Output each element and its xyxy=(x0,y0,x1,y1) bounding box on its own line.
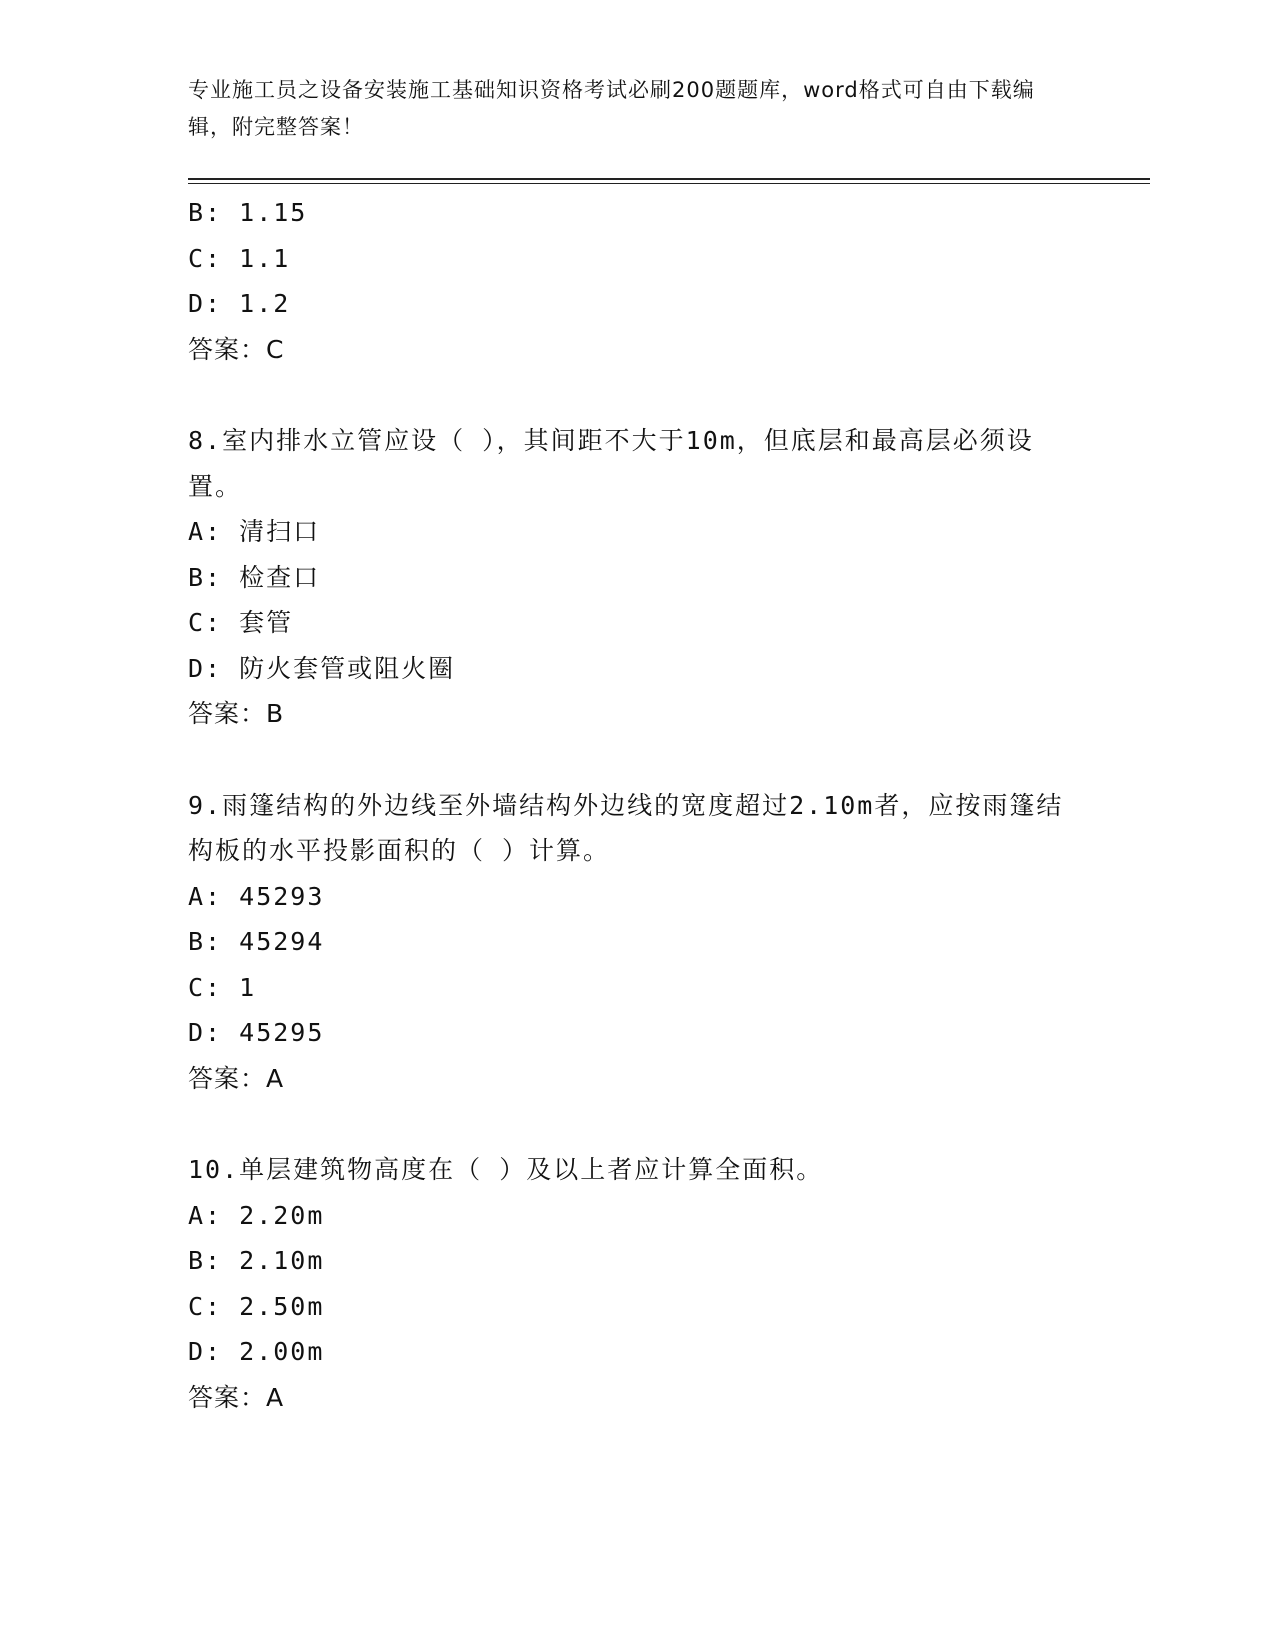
option-c: C: 1.1 xyxy=(188,243,291,273)
header-divider xyxy=(188,178,1150,184)
question-text: 8.室内排水立管应设（ ），其间距不大于10m，但底层和最高层必须设置。 xyxy=(188,426,1034,501)
page-header: 专业施工员之设备安装施工基础知识资格考试必刷200题题库，word格式可自由下载编辑，附完整答案！ xyxy=(188,78,1035,139)
option-c: C: 2.50m xyxy=(188,1291,325,1321)
question-list xyxy=(188,190,1088,1420)
answer: 答案：B xyxy=(188,699,285,728)
question-8 xyxy=(188,418,1088,737)
spacer xyxy=(188,737,1088,783)
option-b: B: 1.15 xyxy=(188,198,308,227)
option-d: D: 防火套管或阻火圈 xyxy=(188,653,456,683)
option-a: A: 45293 xyxy=(188,881,325,911)
option-c: C: 1 xyxy=(188,972,257,1002)
answer: 答案：A xyxy=(188,1382,285,1412)
option-d: D: 2.00m xyxy=(188,1337,325,1366)
question-7-tail xyxy=(188,190,1088,372)
option-d: D: 45295 xyxy=(188,1018,325,1047)
question-text: 10.单层建筑物高度在（ ）及以上者应计算全面积。 xyxy=(188,1155,824,1184)
answer: 答案：C xyxy=(188,334,285,364)
option-a: A: 清扫口 xyxy=(188,517,321,546)
question-text: 9.雨篷结构的外边线至外墙结构外边线的宽度超过2.10m者，应按雨篷结构板的水平投影面积的（ ）计算。 xyxy=(188,790,1064,865)
spacer xyxy=(188,372,1088,418)
question-9 xyxy=(188,783,1088,1102)
answer: 答案：A xyxy=(188,1063,285,1093)
option-d: D: 1.2 xyxy=(188,289,291,318)
option-c: C: 套管 xyxy=(188,608,294,637)
option-a: A: 2.20m xyxy=(188,1200,325,1230)
option-b: B: 2.10m xyxy=(188,1246,325,1275)
question-10 xyxy=(188,1147,1088,1420)
option-b: B: 检查口 xyxy=(188,562,321,592)
option-b: B: 45294 xyxy=(188,927,325,956)
spacer xyxy=(188,1101,1088,1147)
